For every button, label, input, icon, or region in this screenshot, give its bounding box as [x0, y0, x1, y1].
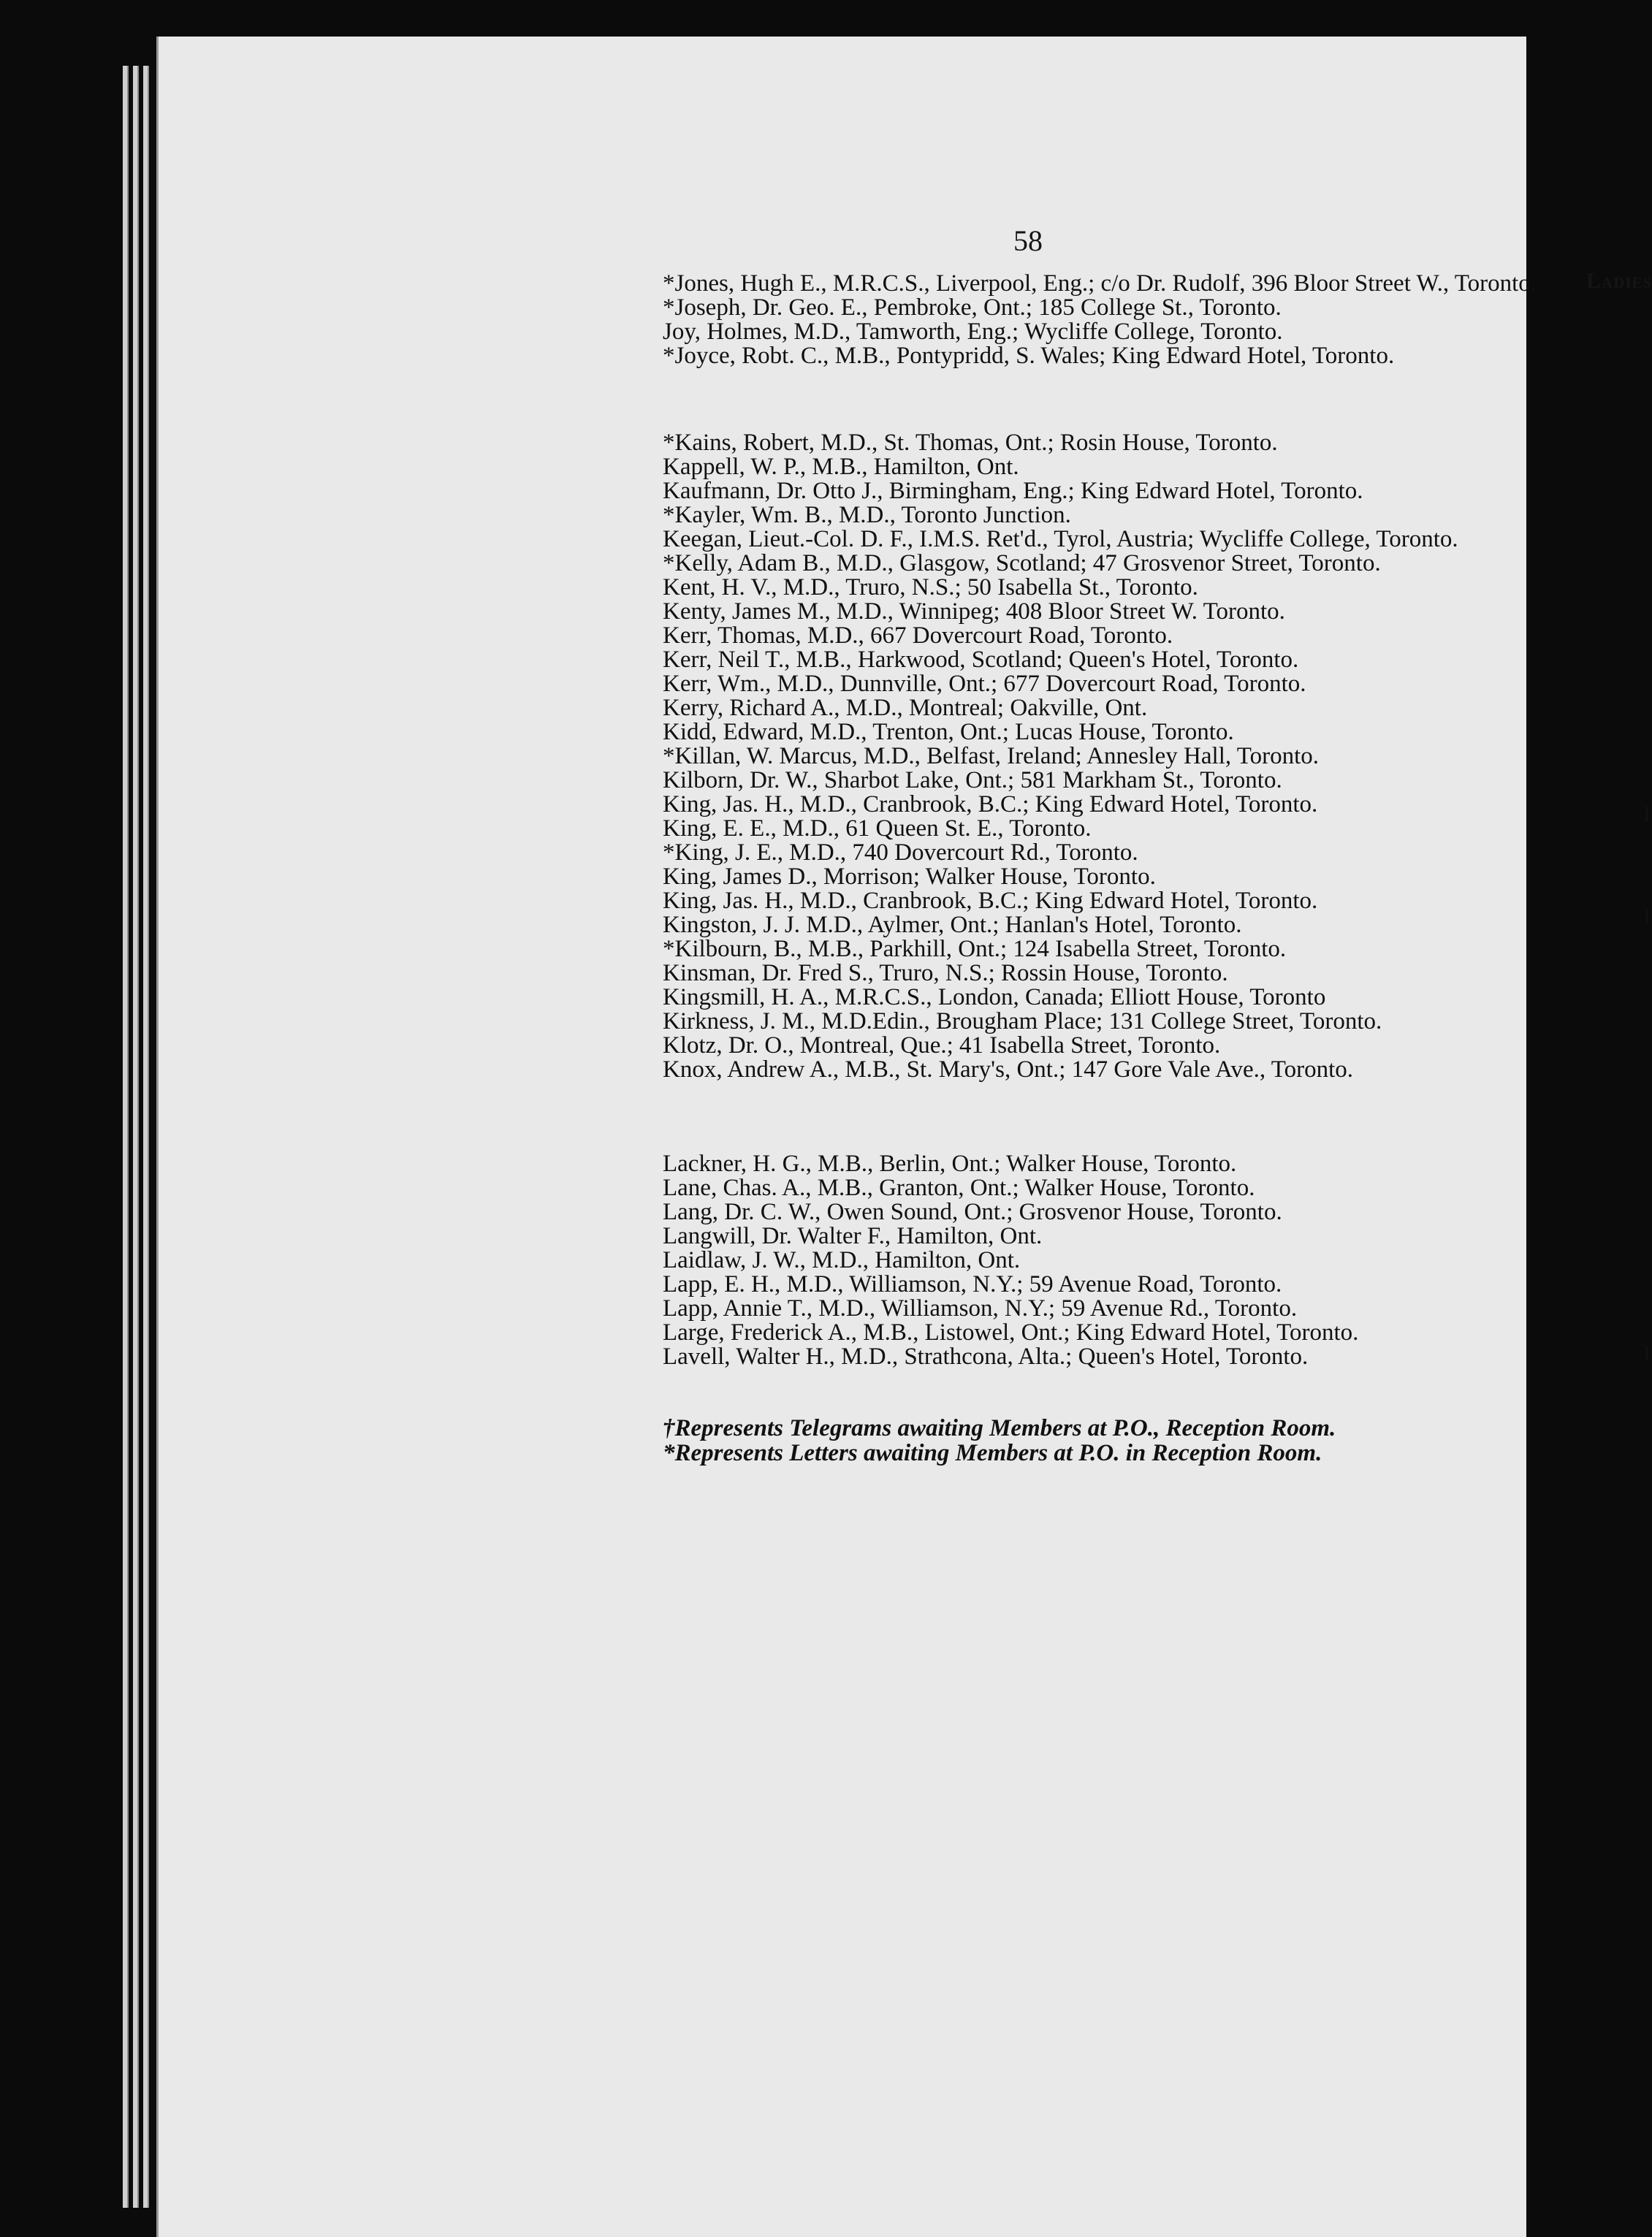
directory-entry: Kingston, J. J. M.D., Aylmer, Ont.; Hanlan's Hotel, Toronto.: [663, 912, 1242, 938]
directory-entry: Keegan, Lieut.-Col. D. F., I.M.S. Ret'd., Tyrol, Austria; Wycliffe College, Toronto.: [663, 526, 1458, 552]
directory-entry: Lackner, H. G., M.B., Berlin, Ont.; Walker House, Toronto.: [663, 1151, 1237, 1177]
directory-entry: Kingsmill, H. A., M.R.C.S., London, Canada; Elliott House, Toronto: [663, 984, 1326, 1010]
directory-entry: Kent, H. V., M.D., Truro, N.S.; 50 Isabella St., Toronto.: [663, 574, 1198, 601]
directory-entry: Laidlaw, J. W., M.D., Hamilton, Ont.: [663, 1247, 1021, 1273]
directory-entry: King, E. E., M.D., 61 Queen St. E., Toronto.: [663, 815, 1092, 842]
section-k: [663, 431, 1642, 1082]
directory-entry: *Kayler, Wm. B., M.D., Toronto Junction.: [663, 502, 1071, 528]
footnotes: [663, 1416, 1642, 1466]
book-page: [156, 37, 1652, 2237]
directory-entry: Kaufmann, Dr. Otto J., Birmingham, Eng.; King Edward Hotel, Toronto.: [663, 478, 1363, 504]
directory-entry: *Kains, Robert, M.D., St. Thomas, Ont.; Rosin House, Toronto.: [663, 430, 1278, 456]
directory-entry: Kirkness, J. M., M.D.Edin., Brougham Place; 131 College Street, Toronto.: [663, 1008, 1382, 1034]
directory-entry: Kappell, W. P., M.B., Hamilton, Ont.: [663, 454, 1019, 480]
directory-entry: King, James D., Morrison; Walker House, Toronto.: [663, 864, 1156, 890]
directory-entry: Lapp, Annie T., M.D., Williamson, N.Y.; 59 Avenue Rd., Toronto.: [663, 1295, 1298, 1322]
directory-entry: King, Jas. H., M.D., Cranbrook, B.C.; King Edward Hotel, Toronto.: [663, 791, 1318, 818]
directory-entry: Kerr, Wm., M.D., Dunnville, Ont.; 677 Dovercourt Road, Toronto.: [663, 671, 1306, 697]
directory-entry: *Joseph, Dr. Geo. E., Pembroke, Ont.; 185 College St., Toronto.: [663, 294, 1282, 321]
page-edge: [143, 66, 149, 2208]
directory-entry: Kinsman, Dr. Fred S., Truro, N.S.; Rossin House, Toronto.: [663, 960, 1228, 986]
section-j: [663, 272, 1642, 368]
directory-entry: Joy, Holmes, M.D., Tamworth, Eng.; Wycliffe College, Toronto.: [663, 319, 1283, 345]
page-edge: [133, 66, 139, 2208]
directory-entry: Lane, Chas. A., M.B., Granton, Ont.; Walker House, Toronto.: [663, 1175, 1255, 1201]
directory-entry: Lang, Dr. C. W., Owen Sound, Ont.; Grosvenor House, Toronto.: [663, 1199, 1282, 1225]
directory-columns: [663, 272, 1642, 1466]
footnote-letters: *Represents Letters awaiting Members at P.O. in Reception Room.: [663, 1440, 1322, 1466]
page-edge: [123, 66, 129, 2208]
directory-entry: *Joyce, Robt. C., M.B., Pontypridd, S. Wales; King Edward Hotel, Toronto.: [663, 343, 1395, 369]
directory-entry: Langwill, Dr. Walter F., Hamilton, Ont.: [663, 1223, 1043, 1249]
directory-entry: Kerr, Neil T., M.B., Harkwood, Scotland; Queen's Hotel, Toronto.: [663, 647, 1299, 673]
directory-entry: Knox, Andrew A., M.B., St. Mary's, Ont.; 147 Gore Vale Ave., Toronto.: [663, 1056, 1354, 1083]
directory-entry: King, Jas. H., M.D., Cranbrook, B.C.; King Edward Hotel, Toronto.: [663, 888, 1318, 914]
directory-entry: *Kilbourn, B., M.B., Parkhill, Ont.; 124 Isabella Street, Toronto.: [663, 936, 1287, 962]
directory-entry: Kenty, James M., M.D., Winnipeg; 408 Bloor Street W. Toronto.: [663, 598, 1285, 625]
directory-entry: *Kelly, Adam B., M.D., Glasgow, Scotland; 47 Grosvenor Street, Toronto.: [663, 550, 1381, 576]
directory-entry: Klotz, Dr. O., Montreal, Que.; 41 Isabella Street, Toronto.: [663, 1032, 1221, 1059]
directory-entry: *Jones, Hugh E., M.R.C.S., Liverpool, Eng.; c/o Dr. Rudolf, 396 Bloor Street W., Toronto.: [663, 270, 1537, 297]
directory-entry: Kilborn, Dr. W., Sharbot Lake, Ont.; 581 Markham St., Toronto.: [663, 767, 1282, 793]
directory-entry: Large, Frederick A., M.B., Listowel, Ont.; King Edward Hotel, Toronto.: [663, 1319, 1359, 1346]
margin-mark: I: [1643, 802, 1651, 826]
directory-entry: *King, J. E., M.D., 740 Dovercourt Rd., Toronto.: [663, 839, 1138, 866]
section-l: [663, 1152, 1642, 1369]
margin-mark: I: [1643, 904, 1651, 929]
directory-entry: Kidd, Edward, M.D., Trenton, Ont.; Lucas House, Toronto.: [663, 719, 1234, 745]
footnote-telegrams: †Represents Telegrams awaiting Members at P.O., Reception Room.: [663, 1415, 1336, 1441]
directory-entry: Lapp, E. H., M.D., Williamson, N.Y.; 59 Avenue Road, Toronto.: [663, 1271, 1282, 1297]
page-number: 58: [1013, 224, 1043, 257]
directory-entry: Kerry, Richard A., M.D., Montreal; Oakville, Ont.: [663, 695, 1148, 721]
margin-mark: I: [1643, 1341, 1651, 1365]
directory-entry: Kerr, Thomas, M.D., 667 Dovercourt Road, Toronto.: [663, 622, 1173, 649]
directory-entry: Lavell, Walter H., M.D., Strathcona, Alta.; Queen's Hotel, Toronto.: [663, 1344, 1309, 1370]
running-header: Ladies: [1586, 269, 1652, 293]
directory-entry: *Killan, W. Marcus, M.D., Belfast, Ireland; Annesley Hall, Toronto.: [663, 743, 1320, 769]
